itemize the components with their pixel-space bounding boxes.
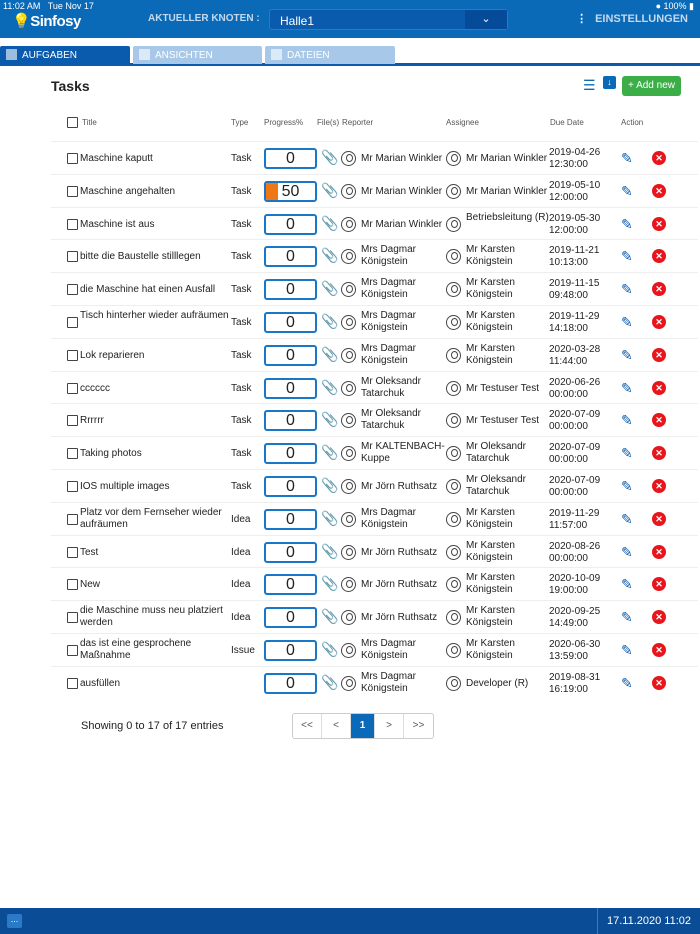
reporter-avatar-icon <box>341 151 356 166</box>
assignee-avatar-icon <box>446 610 461 625</box>
table-row <box>51 272 698 305</box>
col-reporter[interactable]: Reporter <box>342 118 374 127</box>
assignee-name: Mr Karsten Königstein <box>466 638 515 661</box>
progress-input[interactable]: 0 <box>264 148 317 169</box>
table-row <box>51 338 698 371</box>
reporter-name: Mr Jörn Ruthsatz <box>361 579 438 591</box>
due-date: 2019-11-21 10:13:00 <box>549 245 600 269</box>
edit-icon[interactable]: ✎ <box>621 248 633 265</box>
row-checkbox[interactable] <box>67 678 78 689</box>
table-row <box>51 535 698 568</box>
assignee-name: Mr Marian Winkler <box>466 153 548 164</box>
task-title[interactable]: ausfüllen <box>80 677 121 689</box>
row-checkbox[interactable] <box>67 415 78 426</box>
edit-icon[interactable]: ✎ <box>621 478 633 494</box>
progress-input[interactable]: 0 <box>264 640 317 661</box>
edit-icon[interactable]: ✎ <box>621 576 633 593</box>
reporter-avatar-icon <box>341 479 356 494</box>
delete-icon[interactable]: ✕ <box>652 151 666 165</box>
delete-icon[interactable]: ✕ <box>652 676 666 690</box>
reporter-name: Mrs Dagmar Königstein <box>361 342 417 366</box>
col-assignee[interactable]: Assignee <box>446 118 479 127</box>
progress-input[interactable]: 0 <box>264 410 317 431</box>
reporter-avatar-icon <box>341 610 356 625</box>
page-prev[interactable]: < <box>322 714 351 738</box>
assignee-avatar-icon <box>446 381 461 396</box>
progress-input[interactable]: 0 <box>264 542 317 563</box>
assignee-avatar-icon <box>446 348 461 363</box>
task-type: Task <box>231 481 252 492</box>
assignee-name: Mr Karsten Königstein <box>466 310 515 333</box>
task-title[interactable]: das ist eine gesprochene Maßnahme <box>80 638 192 661</box>
node-value: Halle1 <box>280 14 315 28</box>
task-type: Idea <box>231 579 251 591</box>
filter-icon[interactable]: ☰ <box>583 77 596 93</box>
edit-icon[interactable]: ✎ <box>621 609 633 626</box>
reporter-name: Mr Oleksandr Tatarchuk <box>361 375 422 399</box>
entries-info: Showing 0 to 17 of 17 entries <box>81 720 224 732</box>
due-date: 2020-06-26 00:00:00 <box>549 376 601 400</box>
tab-aufgaben[interactable]: AUFGABEN <box>0 46 130 64</box>
reporter-name: Mr Jörn Ruthsatz <box>361 612 438 624</box>
progress-input[interactable]: 0 <box>264 312 317 333</box>
task-title[interactable]: Lok reparieren <box>80 349 145 361</box>
paperclip-icon[interactable]: 📎 <box>321 214 339 231</box>
task-title[interactable]: Maschine ist aus <box>80 218 155 230</box>
task-title[interactable]: Platz vor dem Fernseher wieder aufräumen <box>80 506 222 530</box>
delete-icon[interactable]: ✕ <box>652 446 666 460</box>
table-row <box>51 502 698 535</box>
table-row <box>51 239 698 272</box>
reporter-name: Mr Jörn Ruthsatz <box>361 481 438 492</box>
paperclip-icon[interactable]: 📎 <box>321 444 339 461</box>
logo: 💡Sinfosy <box>12 13 81 30</box>
tab-bar <box>0 46 700 66</box>
reporter-avatar-icon <box>341 381 356 396</box>
task-title[interactable]: bitte die Baustelle stilllegen <box>80 251 201 263</box>
col-files: File(s) <box>317 118 340 127</box>
assignee-name: Betriebsleitung (R) <box>466 211 549 223</box>
task-type: Task <box>231 349 252 361</box>
assignee-name: Mr Karsten Königstein <box>466 605 515 629</box>
task-type: Issue <box>231 645 255 656</box>
edit-icon[interactable]: ✎ <box>621 379 633 396</box>
reporter-name: Mr Jörn Ruthsatz <box>361 546 438 558</box>
list-icon <box>6 49 17 60</box>
row-checkbox[interactable] <box>67 186 78 197</box>
paperclip-icon[interactable]: 📎 <box>321 313 339 329</box>
task-title[interactable]: New <box>80 579 101 591</box>
task-title[interactable]: Test <box>80 546 99 558</box>
assignee-avatar-icon <box>446 512 461 527</box>
assignee-avatar-icon <box>446 479 461 494</box>
delete-icon[interactable]: ✕ <box>652 184 666 198</box>
col-progress[interactable]: Progress% <box>264 118 304 127</box>
task-type: Idea <box>231 546 251 558</box>
paperclip-icon[interactable]: 📎 <box>321 247 339 264</box>
paperclip-icon[interactable]: 📎 <box>321 673 339 690</box>
progress-fill <box>266 183 278 200</box>
due-date: 2020-03-28 11:44:00 <box>549 343 601 367</box>
table-row <box>51 666 698 699</box>
assignee-name: Mr Testuser Test <box>466 382 539 394</box>
assignee-avatar-icon <box>446 249 461 264</box>
edit-icon[interactable]: ✎ <box>621 182 633 199</box>
edit-icon[interactable]: ✎ <box>621 445 633 462</box>
page-last[interactable]: >> <box>412 720 425 731</box>
paperclip-icon[interactable]: 📎 <box>321 477 339 493</box>
task-type: Task <box>231 382 252 394</box>
table-row <box>51 403 698 436</box>
reporter-avatar-icon <box>341 545 356 560</box>
progress-input[interactable]: 0 <box>264 443 317 464</box>
row-checkbox[interactable] <box>67 645 78 656</box>
table-row <box>51 207 698 240</box>
assignee-avatar-icon <box>446 446 461 461</box>
assignee-avatar-icon <box>446 282 461 297</box>
due-date: 2019-11-29 11:57:00 <box>549 507 600 531</box>
due-date: 2020-06-30 13:59:00 <box>549 639 601 662</box>
row-checkbox[interactable] <box>67 383 78 394</box>
status-time: 11:02 AM Tue Nov 17 <box>3 1 94 11</box>
paperclip-icon[interactable]: 📎 <box>321 181 339 198</box>
row-checkbox[interactable] <box>67 251 78 262</box>
paperclip-icon[interactable]: 📎 <box>321 575 339 592</box>
task-title[interactable]: IOS multiple images <box>80 481 170 492</box>
progress-input[interactable]: 0 <box>264 673 317 694</box>
task-title[interactable]: cccccc <box>80 382 110 394</box>
row-checkbox[interactable] <box>67 514 78 525</box>
assignee-name: Mr Karsten Königstein <box>466 277 515 301</box>
assignee-avatar-icon <box>446 217 461 232</box>
task-type: Task <box>231 153 252 164</box>
delete-icon[interactable]: ✕ <box>652 512 666 526</box>
row-checkbox[interactable] <box>67 350 78 361</box>
col-action: Action <box>621 118 644 127</box>
reporter-avatar-icon <box>341 446 356 461</box>
delete-icon[interactable]: ✕ <box>652 348 666 362</box>
reporter-name: Mr Marian Winkler <box>361 218 443 230</box>
page-next[interactable]: > <box>375 714 404 738</box>
reporter-avatar-icon <box>341 315 356 330</box>
paperclip-icon[interactable]: 📎 <box>321 345 339 362</box>
reporter-avatar-icon <box>341 184 356 199</box>
due-date: 2020-10-09 19:00:00 <box>549 573 601 597</box>
assignee-name: Developer (R) <box>466 677 529 689</box>
assignee-avatar-icon <box>446 315 461 330</box>
task-type: Task <box>231 317 252 328</box>
assignee-name: Mr Karsten Königstein <box>466 342 515 366</box>
assignee-name: Mr Karsten Königstein <box>466 506 515 530</box>
assignee-avatar-icon <box>446 545 461 560</box>
assignee-name: Mr Karsten Königstein <box>466 244 515 268</box>
row-checkbox[interactable] <box>67 612 78 623</box>
table-row <box>51 567 698 600</box>
row-checkbox[interactable] <box>67 219 78 230</box>
due-date: 2020-07-09 00:00:00 <box>549 409 601 433</box>
tab-dateien[interactable]: DATEIEN <box>265 46 395 64</box>
paperclip-icon[interactable]: 📎 <box>321 641 339 657</box>
pagination <box>292 713 434 739</box>
task-type: Task <box>231 284 252 296</box>
task-type: Idea <box>231 612 251 624</box>
reporter-name: Mr Marian Winkler <box>361 153 443 164</box>
node-label: AKTUELLER KNOTEN : <box>148 13 260 24</box>
table-row <box>51 141 698 174</box>
row-checkbox[interactable] <box>67 284 78 295</box>
battery-status: ● 100% ▮ <box>655 1 694 11</box>
progress-input[interactable]: 0 <box>264 246 317 267</box>
bottom-datetime: 17.11.2020 11:02 <box>597 908 700 934</box>
reporter-avatar-icon <box>341 413 356 428</box>
delete-icon[interactable]: ✕ <box>652 479 666 493</box>
row-checkbox[interactable] <box>67 481 78 492</box>
page-first[interactable]: << <box>293 714 322 738</box>
assignee-avatar-icon <box>446 577 461 592</box>
progress-input[interactable]: 0 <box>264 476 317 497</box>
row-checkbox[interactable] <box>67 547 78 558</box>
due-date: 2019-11-29 14:18:00 <box>549 311 600 334</box>
delete-icon[interactable]: ✕ <box>652 381 666 395</box>
table-row <box>51 436 698 469</box>
due-date: 2019-05-10 12:00:00 <box>549 179 601 203</box>
progress-input[interactable]: 0 <box>264 509 317 530</box>
assignee-name: Mr Testuser Test <box>466 415 539 427</box>
assignee-name: Mr Oleksandr Tatarchuk <box>466 441 527 465</box>
paperclip-icon[interactable]: 📎 <box>321 411 339 428</box>
delete-icon[interactable]: ✕ <box>652 282 666 296</box>
delete-icon[interactable]: ✕ <box>652 413 666 427</box>
task-title[interactable]: Tisch hinterher wieder aufräumen <box>80 310 229 321</box>
table-row <box>51 371 698 404</box>
edit-icon[interactable]: ✎ <box>621 510 633 527</box>
assignee-avatar-icon <box>446 643 461 658</box>
progress-input[interactable]: 0 <box>264 378 317 399</box>
add-new-button[interactable]: + Add new <box>622 76 681 96</box>
progress-input[interactable]: 0 <box>264 607 317 628</box>
table-row <box>51 305 698 338</box>
delete-icon[interactable]: ✕ <box>652 577 666 591</box>
paperclip-icon[interactable]: 📎 <box>321 280 339 297</box>
paperclip-icon[interactable]: 📎 <box>321 542 339 559</box>
col-title[interactable]: Title <box>82 118 97 127</box>
task-type: Task <box>231 218 252 230</box>
col-due-date[interactable]: Due Date <box>550 118 584 127</box>
assignee-avatar-icon <box>446 184 461 199</box>
due-date: 2019-05-30 12:00:00 <box>549 212 601 236</box>
top-bar <box>0 0 700 38</box>
edit-icon[interactable]: ✎ <box>621 346 633 363</box>
row-checkbox[interactable] <box>67 579 78 590</box>
file-icon <box>271 49 282 60</box>
bottom-bar <box>0 908 700 934</box>
assignee-avatar-icon <box>446 676 461 691</box>
reporter-name: Mrs Dagmar Königstein <box>361 506 417 530</box>
reporter-name: Mr KALTENBACH-Kuppe <box>361 441 445 465</box>
task-type: Task <box>231 448 252 460</box>
download-icon[interactable]: ↓ <box>603 76 616 89</box>
more-vertical-icon: ⋮ <box>576 13 588 25</box>
delete-icon[interactable]: ✕ <box>652 217 666 231</box>
due-date: 2019-08-31 16:19:00 <box>549 671 601 695</box>
task-type: Idea <box>231 513 251 525</box>
progress-input[interactable]: 0 <box>264 214 317 235</box>
paperclip-icon[interactable]: 📎 <box>321 149 339 165</box>
col-type[interactable]: Type <box>231 118 249 127</box>
assignee-name: Mr Karsten Königstein <box>466 572 515 596</box>
reporter-avatar-icon <box>341 217 356 232</box>
progress-input[interactable]: 0 <box>264 574 317 595</box>
chart-icon <box>139 49 150 60</box>
due-date: 2019-04-26 12:30:00 <box>549 147 601 170</box>
row-checkbox[interactable] <box>67 317 78 328</box>
delete-icon[interactable]: ✕ <box>652 249 666 263</box>
reporter-name: Mrs Dagmar Königstein <box>361 244 417 268</box>
edit-icon[interactable]: ✎ <box>621 642 633 658</box>
edit-icon[interactable]: ✎ <box>621 314 633 330</box>
paperclip-icon[interactable]: 📎 <box>321 608 339 625</box>
reporter-name: Mr Oleksandr Tatarchuk <box>361 408 422 432</box>
select-all-checkbox[interactable] <box>67 117 78 128</box>
edit-icon[interactable]: ✎ <box>621 215 633 232</box>
delete-icon[interactable]: ✕ <box>652 545 666 559</box>
due-date: 2019-11-15 09:48:00 <box>549 278 600 302</box>
page-title: Tasks <box>51 78 90 94</box>
reporter-avatar-icon <box>341 512 356 527</box>
task-type: Task <box>231 251 252 263</box>
assignee-name: Mr Karsten Königstein <box>466 539 515 563</box>
assignee-name: Mr Marian Winkler <box>466 185 548 197</box>
edit-icon[interactable]: ✎ <box>621 674 633 691</box>
reporter-avatar-icon <box>341 249 356 264</box>
reporter-avatar-icon <box>341 676 356 691</box>
task-title[interactable]: Maschine kaputt <box>80 153 153 164</box>
delete-icon[interactable]: ✕ <box>652 315 666 329</box>
table-row <box>51 633 698 666</box>
table-row <box>51 600 698 633</box>
reporter-avatar-icon <box>341 577 356 592</box>
edit-icon[interactable]: ✎ <box>621 543 633 560</box>
progress-input[interactable]: 0 <box>264 279 317 300</box>
task-title[interactable]: die Maschine hat einen Ausfall <box>80 284 216 296</box>
paperclip-icon[interactable]: 📎 <box>321 378 339 395</box>
reporter-name: Mr Marian Winkler <box>361 185 443 197</box>
node-select[interactable] <box>269 9 508 30</box>
task-type: Task <box>231 185 252 197</box>
due-date: 2020-07-09 00:00:00 <box>549 442 601 466</box>
task-title[interactable]: Taking photos <box>80 448 142 460</box>
reporter-avatar-icon <box>341 348 356 363</box>
delete-icon[interactable]: ✕ <box>652 643 666 657</box>
task-type: Task <box>231 415 252 427</box>
table-row <box>51 469 698 502</box>
row-checkbox[interactable] <box>67 448 78 459</box>
edit-icon[interactable]: ✎ <box>621 150 633 166</box>
task-title[interactable]: Maschine angehalten <box>80 185 176 197</box>
assignee-avatar-icon <box>446 151 461 166</box>
reporter-name: Mrs Dagmar Königstein <box>361 670 417 694</box>
table-row <box>51 174 698 207</box>
tab-ansichten[interactable]: ANSICHTEN <box>133 46 262 64</box>
delete-icon[interactable]: ✕ <box>652 610 666 624</box>
progress-input[interactable]: 0 <box>264 345 317 366</box>
task-title[interactable]: die Maschine muss neu platziert werden <box>80 605 223 629</box>
task-title[interactable]: Rrrrrr <box>80 415 104 427</box>
row-checkbox[interactable] <box>67 153 78 164</box>
edit-icon[interactable]: ✎ <box>621 412 633 429</box>
settings-button[interactable]: ⋮ EINSTELLUNGEN <box>576 13 688 25</box>
reporter-avatar-icon <box>341 643 356 658</box>
assignee-avatar-icon <box>446 413 461 428</box>
due-date: 2020-07-09 00:00:00 <box>549 475 601 498</box>
reporter-avatar-icon <box>341 282 356 297</box>
more-button[interactable]: ... <box>7 914 22 928</box>
assignee-name: Mr Oleksandr Tatarchuk <box>466 474 527 497</box>
reporter-name: Mrs Dagmar Königstein <box>361 277 417 301</box>
due-date: 2020-08-26 00:00:00 <box>549 540 601 564</box>
chevron-down-icon[interactable]: ⌄ <box>465 10 507 29</box>
paperclip-icon[interactable]: 📎 <box>321 509 339 526</box>
page-1[interactable]: 1 <box>351 714 375 738</box>
edit-icon[interactable]: ✎ <box>621 281 633 298</box>
reporter-name: Mrs Dagmar Königstein <box>361 310 417 333</box>
due-date: 2020-09-25 14:49:00 <box>549 606 601 630</box>
reporter-name: Mrs Dagmar Königstein <box>361 638 417 661</box>
progress-input[interactable]: 50 <box>264 181 317 202</box>
